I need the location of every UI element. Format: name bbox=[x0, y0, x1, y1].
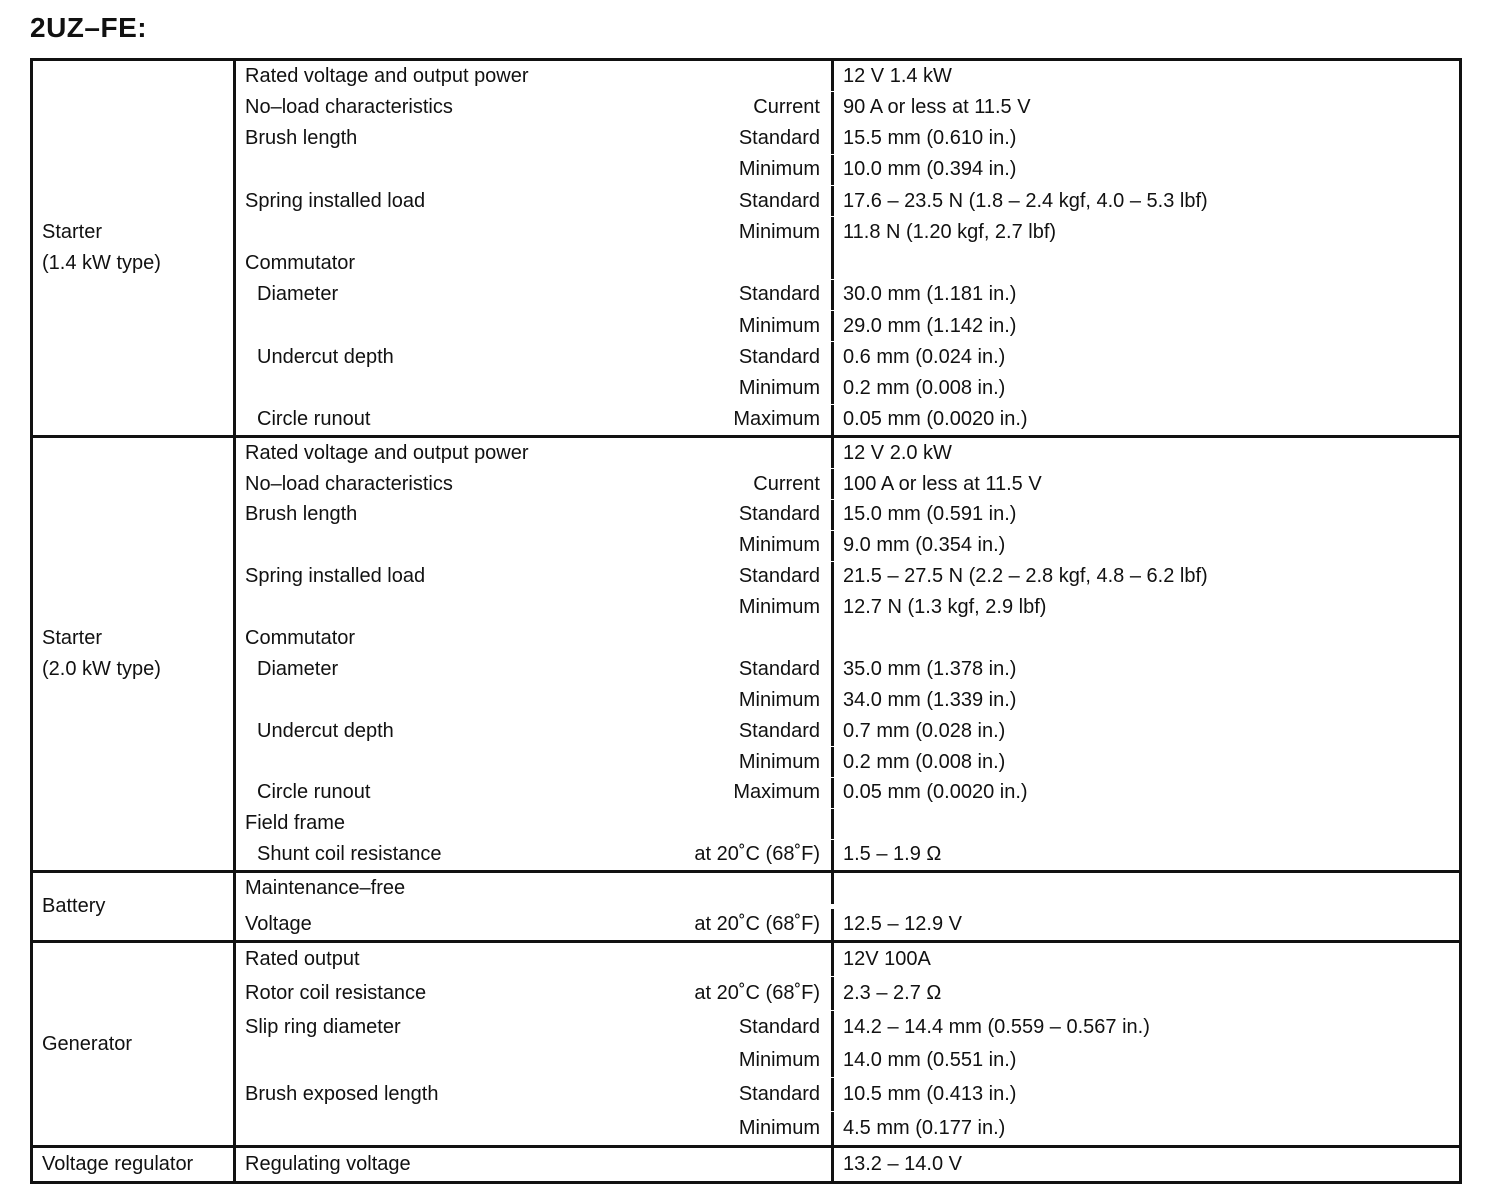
parameter-label: Undercut depth bbox=[257, 345, 394, 368]
parameter-cell bbox=[236, 592, 834, 622]
parameter-label: Voltage bbox=[245, 913, 312, 935]
spec-value: 12V 100A bbox=[843, 948, 931, 970]
spec-value: 11.8 N (1.20 kgf, 2.7 lbf) bbox=[843, 220, 1057, 243]
parameter-label: Brush exposed length bbox=[245, 1083, 439, 1106]
parameter-cell bbox=[236, 373, 834, 403]
parameter-label: Spring installed load bbox=[245, 565, 426, 588]
spec-row bbox=[236, 562, 1459, 592]
parameter-cell bbox=[236, 123, 834, 153]
parameter-cell bbox=[236, 500, 834, 530]
spec-value: 2.3 – 2.7 Ω bbox=[843, 981, 942, 1004]
spec-value: 0.05 mm (0.0020 in.) bbox=[843, 781, 1028, 804]
condition-label: Minimum bbox=[738, 377, 820, 400]
parameter-label: Rated voltage and output power bbox=[245, 64, 529, 87]
condition-label: Minimum bbox=[738, 534, 820, 557]
parameter-label: Commutator bbox=[245, 252, 356, 275]
parameter-label: Diameter bbox=[257, 283, 339, 306]
spec-row bbox=[236, 531, 1459, 561]
parameter-cell bbox=[236, 840, 834, 870]
parameter-label: Undercut depth bbox=[257, 719, 394, 742]
spec-value: 0.05 mm (0.0020 in.) bbox=[843, 408, 1028, 431]
parameter-cell bbox=[236, 280, 834, 310]
spec-section bbox=[33, 940, 1459, 1145]
condition-label: Maximum bbox=[733, 781, 820, 804]
spec-row bbox=[236, 977, 1459, 1010]
spec-row bbox=[236, 943, 1459, 976]
parameter-label: Maintenance–free bbox=[245, 877, 406, 899]
spec-row bbox=[236, 1011, 1459, 1044]
spec-value: 21.5 – 27.5 N (2.2 – 2.8 kgf, 4.8 – 6.2 lbf) bbox=[843, 565, 1208, 588]
spec-rows bbox=[236, 873, 1459, 940]
parameter-cell bbox=[236, 977, 834, 1010]
spec-row bbox=[236, 716, 1459, 746]
parameter-cell bbox=[236, 562, 834, 592]
parameter-cell bbox=[236, 61, 834, 91]
spec-row bbox=[236, 592, 1459, 622]
condition-label: Minimum bbox=[738, 314, 820, 337]
component-name: Voltage regulator bbox=[42, 1153, 194, 1175]
parameter-label: Brush length bbox=[245, 503, 358, 526]
parameter-cell bbox=[236, 469, 834, 499]
spec-rows bbox=[236, 943, 1459, 1145]
condition-label: Maximum bbox=[733, 408, 820, 431]
spec-value: 13.2 – 14.0 V bbox=[843, 1153, 962, 1175]
parameter-label: Circle runout bbox=[257, 408, 371, 431]
component-name: (2.0 kW type) bbox=[42, 658, 161, 680]
spec-value: 29.0 mm (1.142 in.) bbox=[843, 314, 1017, 337]
spec-value: 17.6 – 23.5 N (1.8 – 2.4 kgf, 4.0 – 5.3 lbf) bbox=[843, 189, 1208, 212]
spec-row bbox=[236, 373, 1459, 403]
parameter-cell bbox=[236, 873, 834, 904]
condition-label: Current bbox=[753, 472, 820, 495]
spec-row bbox=[236, 469, 1459, 499]
parameter-cell bbox=[236, 778, 834, 808]
parameter-cell bbox=[236, 531, 834, 561]
spec-row bbox=[236, 654, 1459, 684]
parameter-label: No–load characteristics bbox=[245, 472, 453, 495]
parameter-cell bbox=[236, 809, 834, 839]
spec-value: 15.0 mm (0.591 in.) bbox=[843, 503, 1017, 526]
spec-value: 0.7 mm (0.028 in.) bbox=[843, 719, 1006, 742]
spec-rows bbox=[236, 1148, 1459, 1181]
spec-row bbox=[236, 438, 1459, 468]
spec-row bbox=[236, 280, 1459, 310]
spec-value: 12.5 – 12.9 V bbox=[843, 913, 962, 935]
parameter-cell bbox=[236, 248, 834, 278]
condition-label: at 20˚C (68˚F) bbox=[694, 981, 820, 1004]
component-name: Starter bbox=[42, 627, 103, 649]
parameter-label: Rated voltage and output power bbox=[245, 441, 529, 464]
parameter-cell bbox=[236, 716, 834, 746]
parameter-label: Brush length bbox=[245, 127, 358, 150]
condition-label: Minimum bbox=[738, 220, 820, 243]
parameter-cell bbox=[236, 1044, 834, 1077]
component-name: Starter bbox=[42, 221, 103, 243]
spec-row bbox=[236, 809, 1459, 839]
component-name: (1.4 kW type) bbox=[42, 252, 161, 274]
component-cell bbox=[33, 1148, 236, 1181]
parameter-cell bbox=[236, 311, 834, 341]
parameter-cell bbox=[236, 186, 834, 216]
spec-row bbox=[236, 623, 1459, 653]
spec-row bbox=[236, 1044, 1459, 1077]
spec-row bbox=[236, 405, 1459, 435]
spec-row bbox=[236, 1112, 1459, 1145]
condition-label: Minimum bbox=[738, 750, 820, 773]
condition-label: Standard bbox=[738, 1083, 820, 1106]
spec-row bbox=[236, 500, 1459, 530]
spec-section bbox=[33, 870, 1459, 940]
condition-label: Minimum bbox=[738, 596, 820, 619]
spec-row bbox=[236, 248, 1459, 278]
parameter-label: Circle runout bbox=[257, 781, 371, 804]
spec-value: 35.0 mm (1.378 in.) bbox=[843, 657, 1017, 680]
spec-rows bbox=[236, 61, 1459, 435]
spec-value: 4.5 mm (0.177 in.) bbox=[843, 1116, 1006, 1139]
condition-label: at 20˚C (68˚F) bbox=[694, 913, 820, 935]
spec-value: 14.0 mm (0.551 in.) bbox=[843, 1049, 1017, 1072]
spec-value: 10.5 mm (0.413 in.) bbox=[843, 1083, 1017, 1106]
parameter-cell bbox=[236, 685, 834, 715]
spec-value: 30.0 mm (1.181 in.) bbox=[843, 283, 1017, 306]
parameter-cell bbox=[236, 1078, 834, 1111]
spec-value: 12 V 2.0 kW bbox=[843, 441, 952, 464]
condition-label: Standard bbox=[738, 503, 820, 526]
parameter-cell bbox=[236, 405, 834, 435]
parameter-cell bbox=[236, 217, 834, 247]
spec-value: 12.7 N (1.3 kgf, 2.9 lbf) bbox=[843, 596, 1047, 619]
parameter-cell bbox=[236, 1011, 834, 1044]
parameter-label: Commutator bbox=[245, 627, 356, 650]
condition-label: Standard bbox=[738, 127, 820, 150]
parameter-label: Spring installed load bbox=[245, 189, 426, 212]
parameter-cell bbox=[236, 623, 834, 653]
spec-rows bbox=[236, 438, 1459, 870]
spec-row bbox=[236, 840, 1459, 870]
parameter-cell bbox=[236, 747, 834, 777]
parameter-cell bbox=[236, 943, 834, 976]
condition-label: Standard bbox=[738, 565, 820, 588]
condition-label: Minimum bbox=[738, 1116, 820, 1139]
spec-row bbox=[236, 311, 1459, 341]
parameter-label: Diameter bbox=[257, 657, 339, 680]
spec-value: 0.6 mm (0.024 in.) bbox=[843, 345, 1006, 368]
condition-label: Standard bbox=[738, 345, 820, 368]
parameter-label: Rated output bbox=[245, 948, 360, 970]
parameter-cell bbox=[236, 1112, 834, 1145]
condition-label: Standard bbox=[738, 189, 820, 212]
parameter-cell bbox=[236, 438, 834, 468]
spec-section bbox=[33, 61, 1459, 435]
condition-label: Standard bbox=[738, 657, 820, 680]
spec-row bbox=[236, 909, 1459, 940]
spec-row bbox=[236, 61, 1459, 91]
spec-section bbox=[33, 435, 1459, 870]
spec-value bbox=[834, 623, 1459, 653]
spec-row bbox=[236, 186, 1459, 216]
parameter-label: Field frame bbox=[245, 812, 346, 835]
spec-row bbox=[236, 747, 1459, 777]
spec-row bbox=[236, 778, 1459, 808]
spec-value: 10.0 mm (0.394 in.) bbox=[843, 158, 1017, 181]
condition-label: at 20˚C (68˚F) bbox=[694, 843, 820, 866]
spec-row bbox=[236, 1078, 1459, 1111]
spec-row bbox=[236, 123, 1459, 153]
spec-row bbox=[236, 873, 1459, 904]
component-cell bbox=[33, 943, 236, 1145]
parameter-label: Regulating voltage bbox=[245, 1153, 411, 1175]
parameter-label: Rotor coil resistance bbox=[245, 981, 427, 1004]
spec-row bbox=[236, 342, 1459, 372]
spec-value bbox=[834, 873, 1459, 904]
parameter-cell bbox=[236, 155, 834, 185]
parameter-label: Slip ring diameter bbox=[245, 1015, 401, 1038]
parameter-cell bbox=[236, 342, 834, 372]
spec-value: 15.5 mm (0.610 in.) bbox=[843, 127, 1017, 150]
spec-section bbox=[33, 1145, 1459, 1181]
spec-row bbox=[236, 92, 1459, 122]
spec-value: 90 A or less at 11.5 V bbox=[843, 95, 1031, 118]
spec-value: 0.2 mm (0.008 in.) bbox=[843, 750, 1006, 773]
spec-value: 1.5 – 1.9 Ω bbox=[843, 843, 942, 866]
spec-table bbox=[30, 58, 1462, 1184]
parameter-cell bbox=[236, 1148, 834, 1181]
parameter-cell bbox=[236, 92, 834, 122]
component-cell bbox=[33, 873, 236, 940]
spec-row bbox=[236, 155, 1459, 185]
condition-label: Standard bbox=[738, 1015, 820, 1038]
spec-value bbox=[834, 248, 1459, 278]
spec-value: 12 V 1.4 kW bbox=[843, 64, 952, 87]
spec-value bbox=[834, 809, 1459, 839]
condition-label: Current bbox=[753, 95, 820, 118]
parameter-label: No–load characteristics bbox=[245, 95, 453, 118]
component-cell bbox=[33, 438, 236, 870]
spec-value: 100 A or less at 11.5 V bbox=[843, 472, 1042, 495]
component-name: Generator bbox=[42, 1032, 133, 1055]
component-cell bbox=[33, 61, 236, 435]
page-title: 2UZ–FE: bbox=[30, 12, 148, 43]
parameter-cell bbox=[236, 654, 834, 684]
spec-value: 9.0 mm (0.354 in.) bbox=[843, 534, 1006, 557]
condition-label: Minimum bbox=[738, 158, 820, 181]
condition-label: Standard bbox=[738, 719, 820, 742]
spec-value: 14.2 – 14.4 mm (0.559 – 0.567 in.) bbox=[843, 1015, 1150, 1038]
spec-row bbox=[236, 685, 1459, 715]
condition-label: Minimum bbox=[738, 688, 820, 711]
spec-value: 0.2 mm (0.008 in.) bbox=[843, 377, 1006, 400]
spec-row bbox=[236, 217, 1459, 247]
parameter-cell bbox=[236, 909, 834, 940]
condition-label: Minimum bbox=[738, 1049, 820, 1072]
spec-row bbox=[236, 1148, 1459, 1181]
condition-label: Standard bbox=[738, 283, 820, 306]
component-name: Battery bbox=[42, 895, 106, 917]
parameter-label: Shunt coil resistance bbox=[257, 843, 442, 866]
spec-value: 34.0 mm (1.339 in.) bbox=[843, 688, 1017, 711]
